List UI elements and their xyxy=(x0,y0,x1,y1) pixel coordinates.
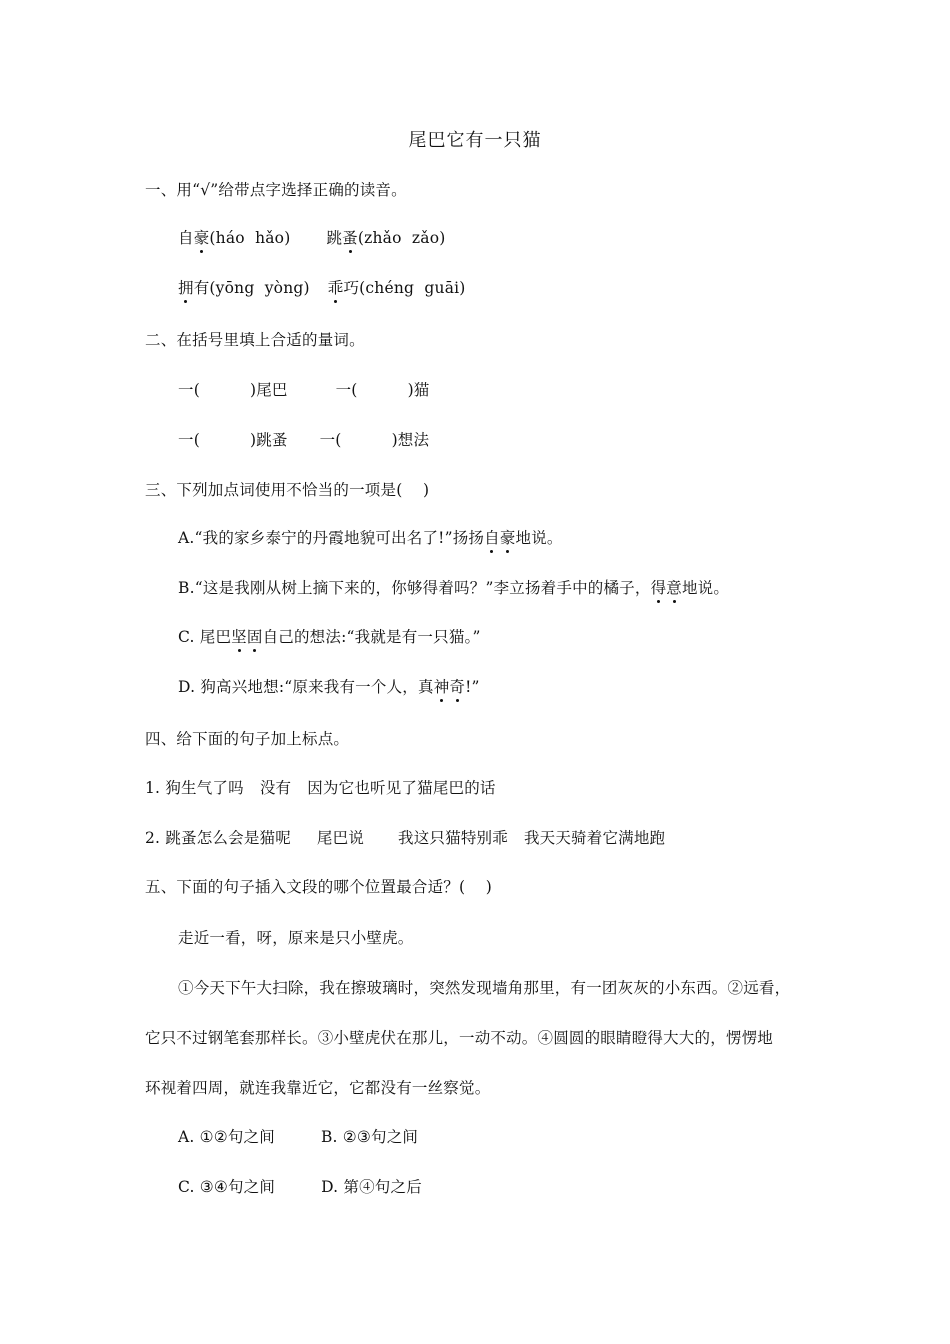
q5-options-row-2 xyxy=(178,1177,422,1197)
q4-sentence-2: 2. 跳蚤怎么会是猫呢 尾巴说 我这只猫特别乖 我天天骑着它满地跑 xyxy=(145,829,666,847)
q2-row-2 xyxy=(178,430,429,450)
q1-heading: 一、用“√”给带点字选择正确的读音。 xyxy=(145,181,407,199)
q5-insert-sentence: 走近一看，呀，原来是只小壁虎。 xyxy=(178,929,414,947)
q2-item-1: 一( )尾巴 xyxy=(178,381,288,399)
q5-paragraph-line-2: 它只不过钢笔套那样长。③小壁虎伏在那儿，一动不动。④圆圆的眼睛瞪得大大的，愣愣地 xyxy=(145,1029,774,1047)
dotted-char: 豪 xyxy=(193,229,210,247)
q5-option-b: B. ②③句之间 xyxy=(320,1128,419,1146)
q4-heading: 四、给下面的句子加上标点。 xyxy=(145,730,350,748)
q3-heading: 三、下列加点词使用不恰当的一项是( ) xyxy=(145,481,430,499)
q1-row-1 xyxy=(178,228,445,248)
q3-option-c: C. 尾巴坚固自己的想法:“我就是有一只猫。” xyxy=(178,628,481,646)
dotted-char: 豪 xyxy=(499,529,516,547)
dotted-char: 奇 xyxy=(449,678,466,696)
dotted-char: 自 xyxy=(484,529,500,547)
dotted-char: 乖 xyxy=(327,279,344,297)
q3-option-b: B.“这是我刚从树上摘下来的，你够得着吗？”李立扬着手中的橘子，得意地说。 xyxy=(178,579,730,597)
q2-item-3: 一( )跳蚤 xyxy=(178,431,288,449)
q1-item-1: 自豪(háo hǎo) xyxy=(178,229,291,247)
q2-heading: 二、在括号里填上合适的量词。 xyxy=(145,331,365,349)
q5-heading: 五、下面的句子插入文段的哪个位置最合适？( ) xyxy=(145,878,493,896)
dotted-char: 意 xyxy=(666,579,682,597)
q5-paragraph-line-1: ①今天下午大扫除，我在擦玻璃时，突然发现墙角那里，有一团灰灰的小东西。②远看， xyxy=(178,979,791,997)
q5-option-d: D. 第④句之后 xyxy=(321,1178,422,1196)
q2-row-1 xyxy=(178,380,430,400)
q1-item-2: 跳蚤(zhǎo zǎo) xyxy=(326,229,446,247)
q4-sentence-1: 1. 狗生气了吗 没有 因为它也听见了猫尾巴的话 xyxy=(145,779,496,797)
dotted-char: 拥 xyxy=(178,279,194,297)
q5-option-a: A. ①②句之间 xyxy=(178,1128,275,1146)
q3-option-d: D. 狗高兴地想:“原来我有一个人，真神奇!” xyxy=(178,678,480,696)
dotted-char: 固 xyxy=(246,628,263,646)
q5-options-row-1 xyxy=(178,1127,418,1147)
q5-paragraph-line-3: 环视着四周，就连我靠近它，它都没有一丝察觉。 xyxy=(145,1079,491,1097)
page-title: 尾巴它有一只猫 xyxy=(408,130,542,151)
q5-option-c: C. ③④句之间 xyxy=(178,1178,276,1196)
q1-item-4: 乖巧(chéng guāi) xyxy=(327,279,466,297)
q1-row-2 xyxy=(178,278,466,298)
dotted-char: 得 xyxy=(650,579,667,597)
dotted-char: 神 xyxy=(433,678,450,696)
dotted-char: 蚤 xyxy=(342,229,358,247)
q3-option-a: A.“我的家乡泰宁的丹霞地貌可出名了!”扬扬自豪地说。 xyxy=(178,529,563,547)
dotted-char: 坚 xyxy=(231,628,247,646)
q1-item-3: 拥有(yōng yòng) xyxy=(178,279,310,297)
q2-item-2: 一( )猫 xyxy=(335,381,430,399)
q2-item-4: 一( )想法 xyxy=(319,431,430,449)
